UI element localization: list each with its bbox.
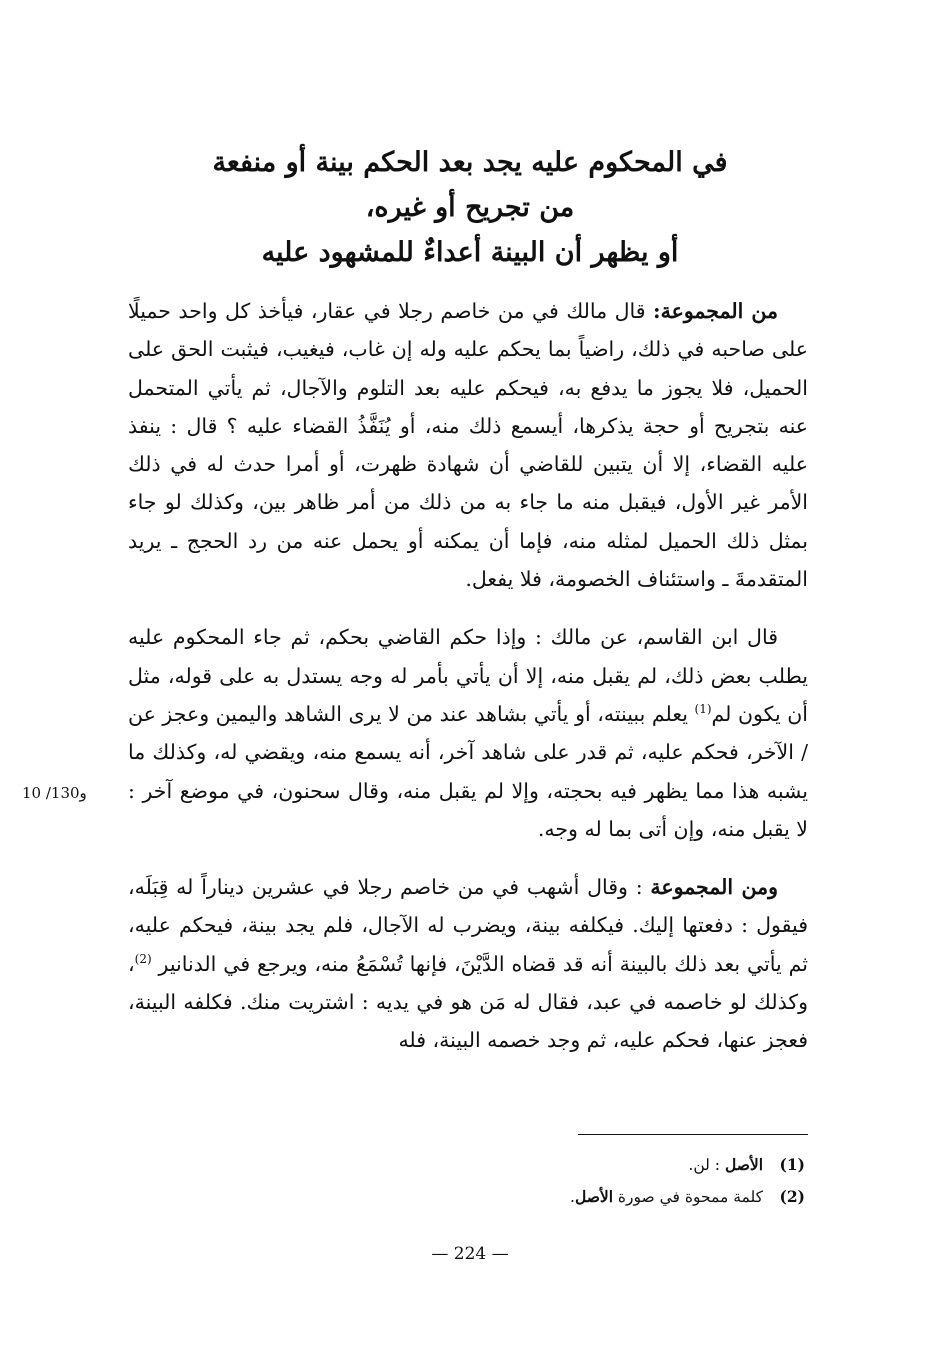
source-label: من المجموعة:: [653, 299, 778, 323]
footnote-1: [400, 1149, 805, 1181]
footnotes: [400, 1149, 805, 1213]
paragraph-text: ، وكذلك لو خاصمه في عبد، فقال له مَن هو في يديه : اشتريت منك. فكلفه البينة، فعجز عنها، فحكم عليه، ثم وجد خصمه البينة، فله: [128, 951, 808, 1053]
chapter-title: [150, 140, 790, 275]
source-label: ومن المجموعة: [650, 875, 778, 900]
footnote-label: الأصل: [724, 1155, 763, 1174]
paragraph-text: قال ابن القاسم، عن مالك : وإذا حكم القاضي بحكم، ثم جاء المحكوم عليه يطلب بعض ذلك، لم يقبل منه، إلا أن يأتي بأمر له وجه يستدل به على قوله، مثل أن يكون لم: [128, 625, 808, 726]
footnote-2: [400, 1181, 805, 1213]
paragraph-text: : وقال أشهب في من خاصم رجلا في عشرين ديناراً له قِبَلَه، فيقول : دفعتها إليك. فيكلفه بينة، ويضرب له الآجال، فلم يجد بينة، فيحكم عليه، ثم يأتي بعد ذلك بالبينة أنه قد قضاه الدَّيْنَ، فإنها تُسْمَعُ منه، ويرجع في الدنانير: [128, 875, 808, 976]
title-line-2: من تجريح أو غيره،: [365, 192, 575, 223]
footnote-body: .: [570, 1188, 575, 1206]
main-text: [128, 292, 808, 1080]
page-number: — 224 —: [431, 1244, 509, 1264]
paragraph-1: [128, 292, 808, 598]
footnote-number: (1): [779, 1155, 805, 1174]
paragraph-2: [128, 618, 808, 848]
footnote-label: الأصل: [574, 1187, 613, 1206]
footnote-body: : لن.: [688, 1156, 725, 1174]
paragraph-text: يعلم ببينته، أو يأتي بشاهد عند من لا يرى الشاهد واليمين وعجز عن / الآخر، فحكم عليه، ثم قدر على شاهد آخر، أنه يسمع منه، ويقضي له، وكذلك ما يشبه هذا مما يظهر فيه بحجته، وإلا لم يقبل منه، وقال سحنون، في موضع آخر : لا يقبل منه، وإن أتى بما له وجه.: [128, 701, 808, 841]
footnote-reference: (2): [134, 951, 152, 966]
footnote-text: [688, 1149, 763, 1181]
title-line-1: في المحكوم عليه يجد بعد الحكم بينة أو منفعة: [212, 147, 728, 178]
paragraph-3: [128, 868, 808, 1059]
title-line-3: أو يظهر أن البينة أعداءٌ للمشهود عليه: [261, 237, 679, 268]
footnote-reference: (1): [694, 702, 712, 717]
footnote-body: كلمة ممحوة في صورة: [613, 1188, 763, 1206]
paragraph-text: قال مالك في من خاصم رجلا في عقار، فيأخذ كل واحد حميلًا على صاحبه في ذلك، راضياً بما يحكم عليه وله إن غاب، فيغيب، فيثبت الحق على الحميل، فلا يجوز ما يدفع به، فيحكم عليه بعد التلوم والآجال، ثم يأتي المتحمل عنه بتجريح أو حجة يذكرها، أيسمع ذلك منه، أو يُنَفَّذُ القضاء عليه ؟ قال : ينفذ عليه القضاء، إلا أن يتبين للقاضي أن شهادة ظهرت، أو أمرا حدث له في ذلك الأمر غير الأول، فيقبل منه ما جاء به من ذلك من أمر ظاهر بين، وكذلك لو جاء بمثل ذلك الحميل لمثله منه، فإما أن يمكنه أو يحمل عنه من رد الحجج ـ يريد المتقدمةَ ـ واستئناف الخصومة، فلا يفعل.: [128, 299, 808, 592]
footnote-divider: [578, 1134, 808, 1135]
footnote-number: (2): [779, 1187, 805, 1206]
footnote-text: [570, 1181, 763, 1213]
manuscript-folio-note: 10 /130و: [22, 784, 87, 802]
